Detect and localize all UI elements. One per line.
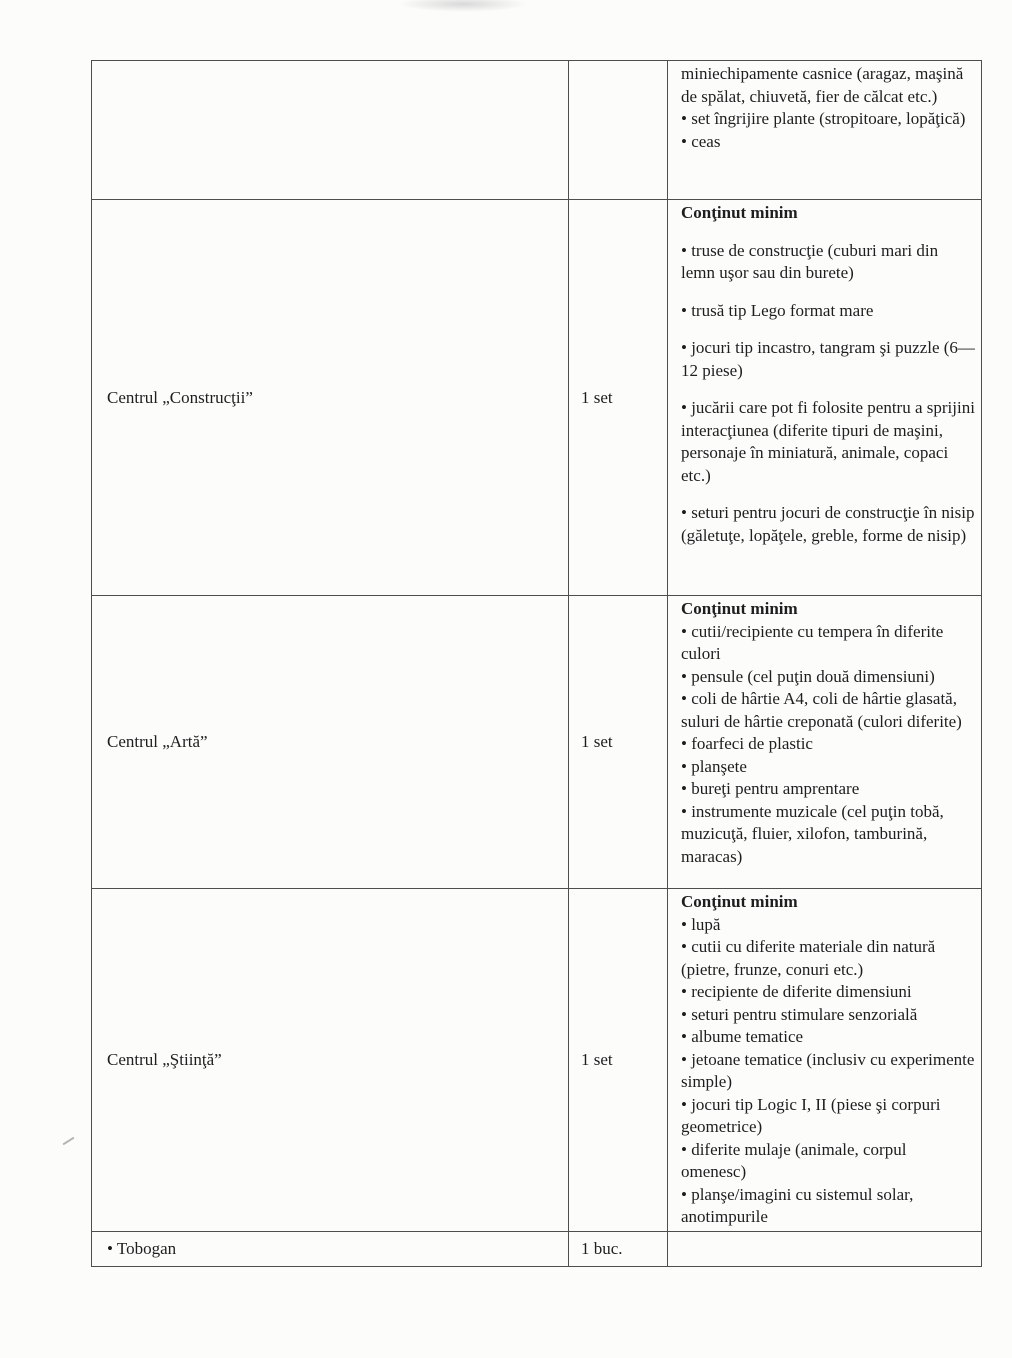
quantity-value: 1 set: [581, 387, 613, 407]
quantity-cell: [569, 200, 668, 596]
content-cell: [668, 596, 982, 889]
content-item: • recipiente de diferite dimensiuni: [681, 982, 912, 1001]
quantity-value: 1 set: [581, 1049, 613, 1069]
center-name-cell: [92, 61, 569, 200]
quantity-cell: [569, 61, 668, 200]
content-heading: Conţinut minim: [681, 203, 798, 222]
content-item: • jocuri tip Logic I, II (piese şi corpuri geometrice): [681, 1094, 941, 1136]
table-row: [92, 200, 982, 596]
content-item: • bureţi pentru amprentare: [681, 779, 860, 798]
content-item: • pensule (cel puţin două dimensiuni): [681, 666, 935, 686]
center-name: • Tobogan: [107, 1238, 177, 1258]
scan-smudge-artifact: [398, 0, 528, 12]
table-row: [92, 889, 982, 1232]
content-list: [681, 891, 975, 1229]
center-name: Centrul „Ştiinţă”: [107, 1049, 222, 1069]
content-cell: [668, 1231, 982, 1266]
content-item: • seturi pentru jocuri de construcţie în nisip (găletuţe, lopăţele, greble, forme de nisip): [681, 503, 975, 545]
quantity-cell: [569, 1231, 668, 1266]
content-item: • seturi pentru stimulare senzorială: [681, 1004, 918, 1024]
content-list: [681, 598, 975, 868]
center-name-cell: [92, 889, 569, 1232]
quantity-value: 1 buc.: [581, 1238, 623, 1258]
content-item: • trusă tip Lego format mare: [681, 300, 874, 320]
table-row: [92, 1231, 982, 1266]
content-cell: [668, 61, 982, 200]
content-item: • albume tematice: [681, 1027, 804, 1046]
content-item: • set îngrijire plante (stropitoare, lopăţică): [681, 109, 966, 128]
content-item: • cutii/recipiente cu tempera în diferite culori: [681, 621, 944, 663]
content-list: [681, 63, 975, 153]
content-item: miniechipamente casnice (aragaz, maşină de spălat, chiuvetă, fier de călcat etc.): [681, 64, 964, 106]
quantity-cell: [569, 596, 668, 889]
content-heading: Conţinut minim: [681, 892, 798, 911]
content-item: • instrumente muzicale (cel puţin tobă, muzicuţă, fluier, xilofon, tamburină, maracas): [681, 801, 944, 866]
content-list: [681, 202, 975, 547]
center-name-cell: [92, 1231, 569, 1266]
content-item: • jetoane tematice (inclusiv cu experimente simple): [681, 1049, 975, 1091]
content-item: • lupă: [681, 914, 721, 934]
content-item: • diferite mulaje (animale, corpul omenesc): [681, 1139, 907, 1181]
table-row: [92, 61, 982, 200]
table-row: [92, 596, 982, 889]
quantity-cell: [569, 889, 668, 1232]
center-name-cell: [92, 596, 569, 889]
center-name: Centrul „Construcţii”: [107, 387, 253, 407]
content-item: • foarfeci de plastic: [681, 734, 813, 753]
content-heading: Conţinut minim: [681, 599, 798, 618]
content-cell: [668, 200, 982, 596]
content-item: • cutii cu diferite materiale din natură (pietre, frunze, conuri etc.): [681, 937, 936, 979]
content-item: • jucării care pot fi folosite pentru a sprijini interacţiunea (diferite tipuri de maşini, personaje în miniatură, animale, copaci etc.): [681, 398, 975, 485]
content-item: • ceas: [681, 131, 721, 151]
content-item: • coli de hârtie A4, coli de hârtie glasată, suluri de hârtie creponată (culori diferite): [681, 689, 962, 731]
center-name: Centrul „Artă”: [107, 732, 208, 751]
equipment-table: [91, 60, 982, 1267]
center-name-cell: [92, 200, 569, 596]
quantity-value: 1 set: [581, 732, 613, 751]
content-item: • planşe/imagini cu sistemul solar, anotimpurile: [681, 1184, 914, 1226]
content-item: • truse de construcţie (cuburi mari din lemn uşor sau din burete): [681, 240, 939, 282]
content-item: • jocuri tip incastro, tangram şi puzzle (6—12 piese): [681, 338, 975, 380]
pen-mark-artifact: [62, 1137, 74, 1146]
content-cell: [668, 889, 982, 1232]
content-item: • planşete: [681, 756, 747, 776]
